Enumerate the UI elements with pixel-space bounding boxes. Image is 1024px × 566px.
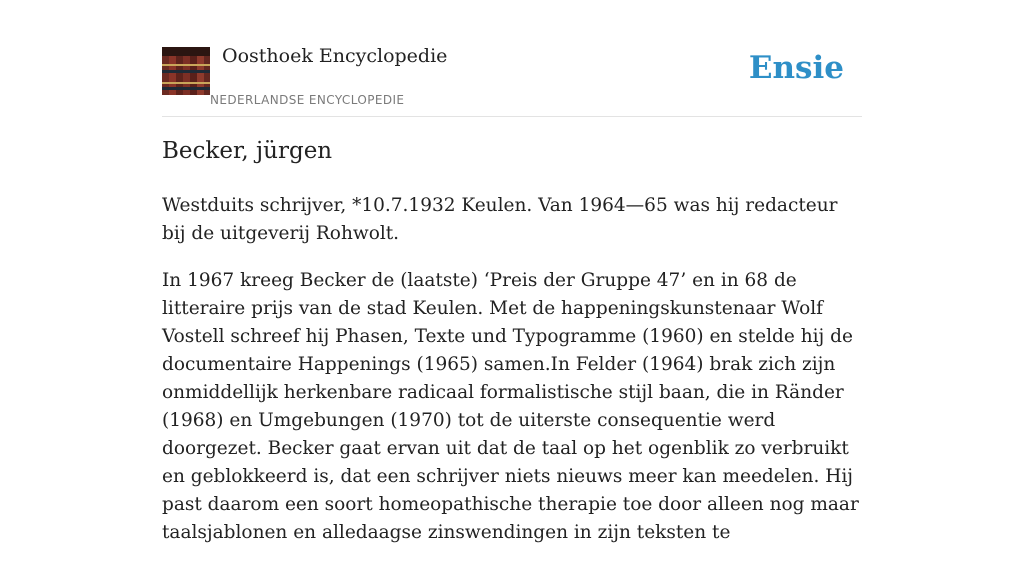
article-paragraph: In 1967 kreeg Becker de (laatste) ‘Preis der Gruppe 47’ en in 68 de litteraire prijs van de stad Keulen. Met de happeningskunstenaar Wolf Vostell schreef hij Phasen, Texte und Typogramme (1960) en stelde hij de documentaire Happenings (1965) samen.In Felder (1964) brak zich zijn onmiddellijk herkenbare radicaal formalistische stijl baan, die in Ränder (1968) en Umgebungen (1970) tot de uiterste consequentie werd doorgezet. Becker gaat ervan uit dat de taal op het ogenblik zo verbruikt en geblokkeerd is, dat een schrijver niets nieuws meer kan meedelen. Hij past daarom een soort homeopathische therapie toe door alleen nog maar taalsjablonen en alledaagse zinswendingen in zijn teksten te xyxy=(162,270,859,543)
article-title: Becker, jürgen xyxy=(162,138,333,164)
site-tagline: NEDERLANDSE ENCYCLOPEDIE xyxy=(210,93,405,107)
site-header xyxy=(162,44,862,117)
article-body xyxy=(162,192,862,566)
ensie-logo-link[interactable]: Ensie xyxy=(748,50,844,86)
article-paragraph: Westduits schrijver, *10.7.1932 Keulen. Van 1964—65 was hij redacteur bij de uitgeverij Rohwolt. xyxy=(162,195,838,244)
site-name[interactable]: Oosthoek Encyclopedie xyxy=(222,45,448,67)
encyclopedia-books-icon[interactable] xyxy=(162,47,210,95)
